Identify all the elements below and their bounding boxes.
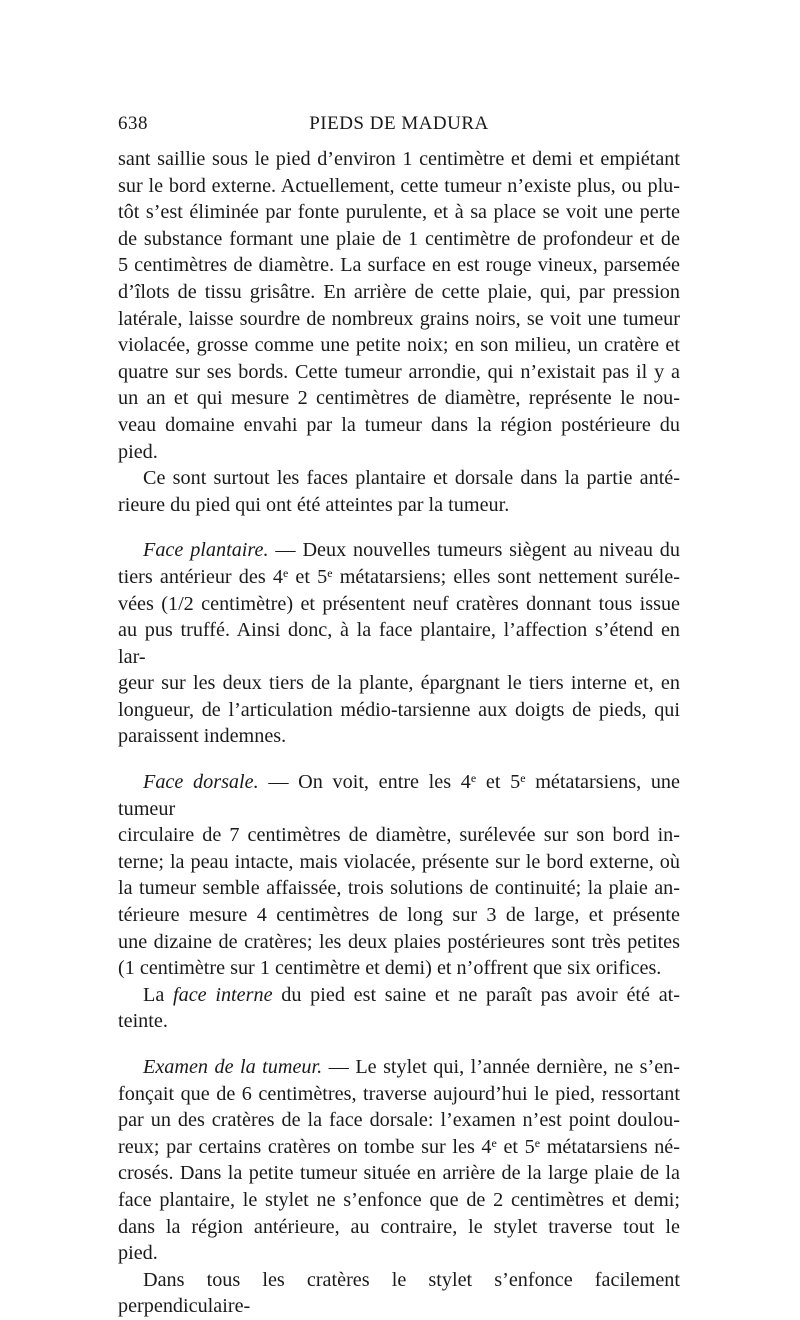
text-line: un an et qui mesure 2 centimètres de diamètre, représente le nou- [118, 387, 680, 410]
section-heading-face-plantaire: Face plantaire. [143, 539, 269, 562]
superscript: e [327, 565, 333, 580]
running-title: PIEDS DE MADURA [309, 113, 489, 134]
text-line [118, 982, 680, 1009]
text-line: vées (1/2 centimètre) et présentent neuf cratères donnant tous issue [118, 592, 680, 615]
text-line: 5 centimètres de diamètre. La surface en est rouge vineux, parsemée [118, 254, 680, 277]
superscript: e [534, 1135, 541, 1150]
page-number: 638 [118, 113, 148, 134]
text-run: et 5 [476, 771, 521, 794]
text-run: — Le stylet qui, l’année dernière, ne s’en- [322, 1056, 680, 1078]
text-line: sur le bord externe. Actuellement, cette tumeur n’existe plus, ou plu- [118, 174, 680, 197]
text-line: par un des cratères de la face dorsale: l’examen n’est point doulou- [118, 1109, 680, 1132]
text-run: métatarsiens, une tumeur [118, 771, 680, 820]
text-line: quatre sur ses bords. Cette tumeur arrondie, qui n’existait pas il y a [118, 360, 680, 383]
italic-term-face-interne: face interne [173, 983, 273, 1006]
text-line: Ce sont surtout les faces plantaire et dorsale dans la partie anté- [143, 467, 680, 490]
text-line: (1 centimètre sur 1 centimètre et demi) et n’offrent que six orifices. [118, 957, 662, 980]
text-run: — Deux nouvelles tumeurs siègent au niveau du [268, 539, 680, 562]
text-line: Dans tous les cratères le stylet s’enfonce facilement perpendiculaire- [118, 1268, 680, 1318]
text-line [118, 564, 680, 591]
superscript: e [470, 771, 477, 786]
text-line: face plantaire, le stylet ne s’enfonce que de 2 centimètres et demi; [118, 1188, 680, 1211]
paragraph-face-dorsale [118, 769, 680, 982]
text-run: et 5 [496, 1135, 535, 1158]
text-line: veau domaine envahi par la tumeur dans la région postérieure du [118, 413, 680, 436]
text-line: térieure mesure 4 centimètres de long sur 3 de large, et présente [118, 904, 680, 927]
text-line: tôt s’est éliminée par fonte purulente, et à sa place se voit une perte [118, 201, 680, 224]
text-run: — On voit, entre les 4 [258, 771, 471, 794]
text-line: sant saillie sous le pied d’environ 1 centimètre et demi et empiétant [118, 148, 680, 170]
text-line [118, 537, 680, 564]
text-line: violacée, grosse comme une petite noix; en son milieu, un cratère et [118, 334, 680, 357]
superscript: e [491, 1135, 497, 1150]
text-line: longueur, de l’articulation médio-tarsienne aux doigts de pieds, qui [118, 698, 680, 721]
superscript: e [282, 565, 289, 580]
paragraph-face-plantaire [118, 537, 680, 750]
text-line: la tumeur semble affaissée, trois solutions de continuité; la plaie an- [118, 877, 680, 900]
text-line: pied. [118, 440, 158, 463]
page-header [118, 113, 680, 143]
text-run: métatarsiens né- [540, 1135, 680, 1158]
text-line [118, 1054, 680, 1081]
text-line: de substance formant une plaie de 1 centimètre de profondeur et de [118, 227, 680, 250]
text-line: au pus truffé. Ainsi donc, à la face plantaire, l’affection s’étend en lar- [118, 619, 680, 668]
text-line: latérale, laisse sourdre de nombreux grains noirs, se voit une tumeur [118, 307, 680, 330]
text-line: paraissent indemnes. [118, 725, 287, 748]
paragraph-stylet [118, 1267, 680, 1320]
text-line: dans la région antérieure, au contraire, le stylet traverse tout le [118, 1215, 680, 1238]
paragraph-affected-faces [118, 465, 680, 518]
paragraph-examen-tumeur [118, 1054, 680, 1267]
text-line: circulaire de 7 centimètres de diamètre, surélevée sur son bord in- [118, 824, 680, 847]
text-run: reux; par certains cratères on tombe sur les 4 [118, 1135, 492, 1158]
text-line: fonçait que de 6 centimètres, traverse aujourd’hui le pied, ressortant [118, 1082, 680, 1105]
text-run: La [143, 983, 174, 1006]
text-line: crosés. Dans la petite tumeur située en arrière de la large plaie de la [118, 1162, 680, 1185]
paragraph-face-interne [118, 982, 680, 1035]
text-line: pied. [118, 1242, 158, 1265]
text-line [118, 1134, 680, 1161]
section-heading-examen: Examen de la tumeur. [143, 1056, 323, 1078]
text-line: geur sur les deux tiers de la plante, épargnant le tiers interne et, en [118, 672, 680, 695]
paragraph-tumor-description [118, 146, 680, 465]
text-line [118, 769, 680, 822]
text-line: teinte. [118, 1010, 168, 1033]
section-heading-face-dorsale: Face dorsale. [143, 771, 259, 794]
body-text [118, 146, 680, 1320]
text-run: du pied est saine et ne paraît pas avoir été at- [272, 983, 681, 1006]
text-run: tiers antérieur des 4 [118, 565, 283, 588]
text-line: une dizaine de cratères; les deux plaies postérieures sont très petites [118, 930, 680, 953]
text-run: et 5 [288, 565, 328, 588]
superscript: e [520, 771, 526, 786]
text-line: terne; la peau intacte, mais violacée, présente sur le bord externe, où [118, 850, 680, 873]
text-line: d’îlots de tissu grisâtre. En arrière de cette plaie, qui, par pression [118, 280, 680, 303]
text-run: métatarsiens; elles sont nettement suréle- [332, 565, 680, 588]
text-line: rieure du pied qui ont été atteintes par la tumeur. [118, 493, 510, 516]
